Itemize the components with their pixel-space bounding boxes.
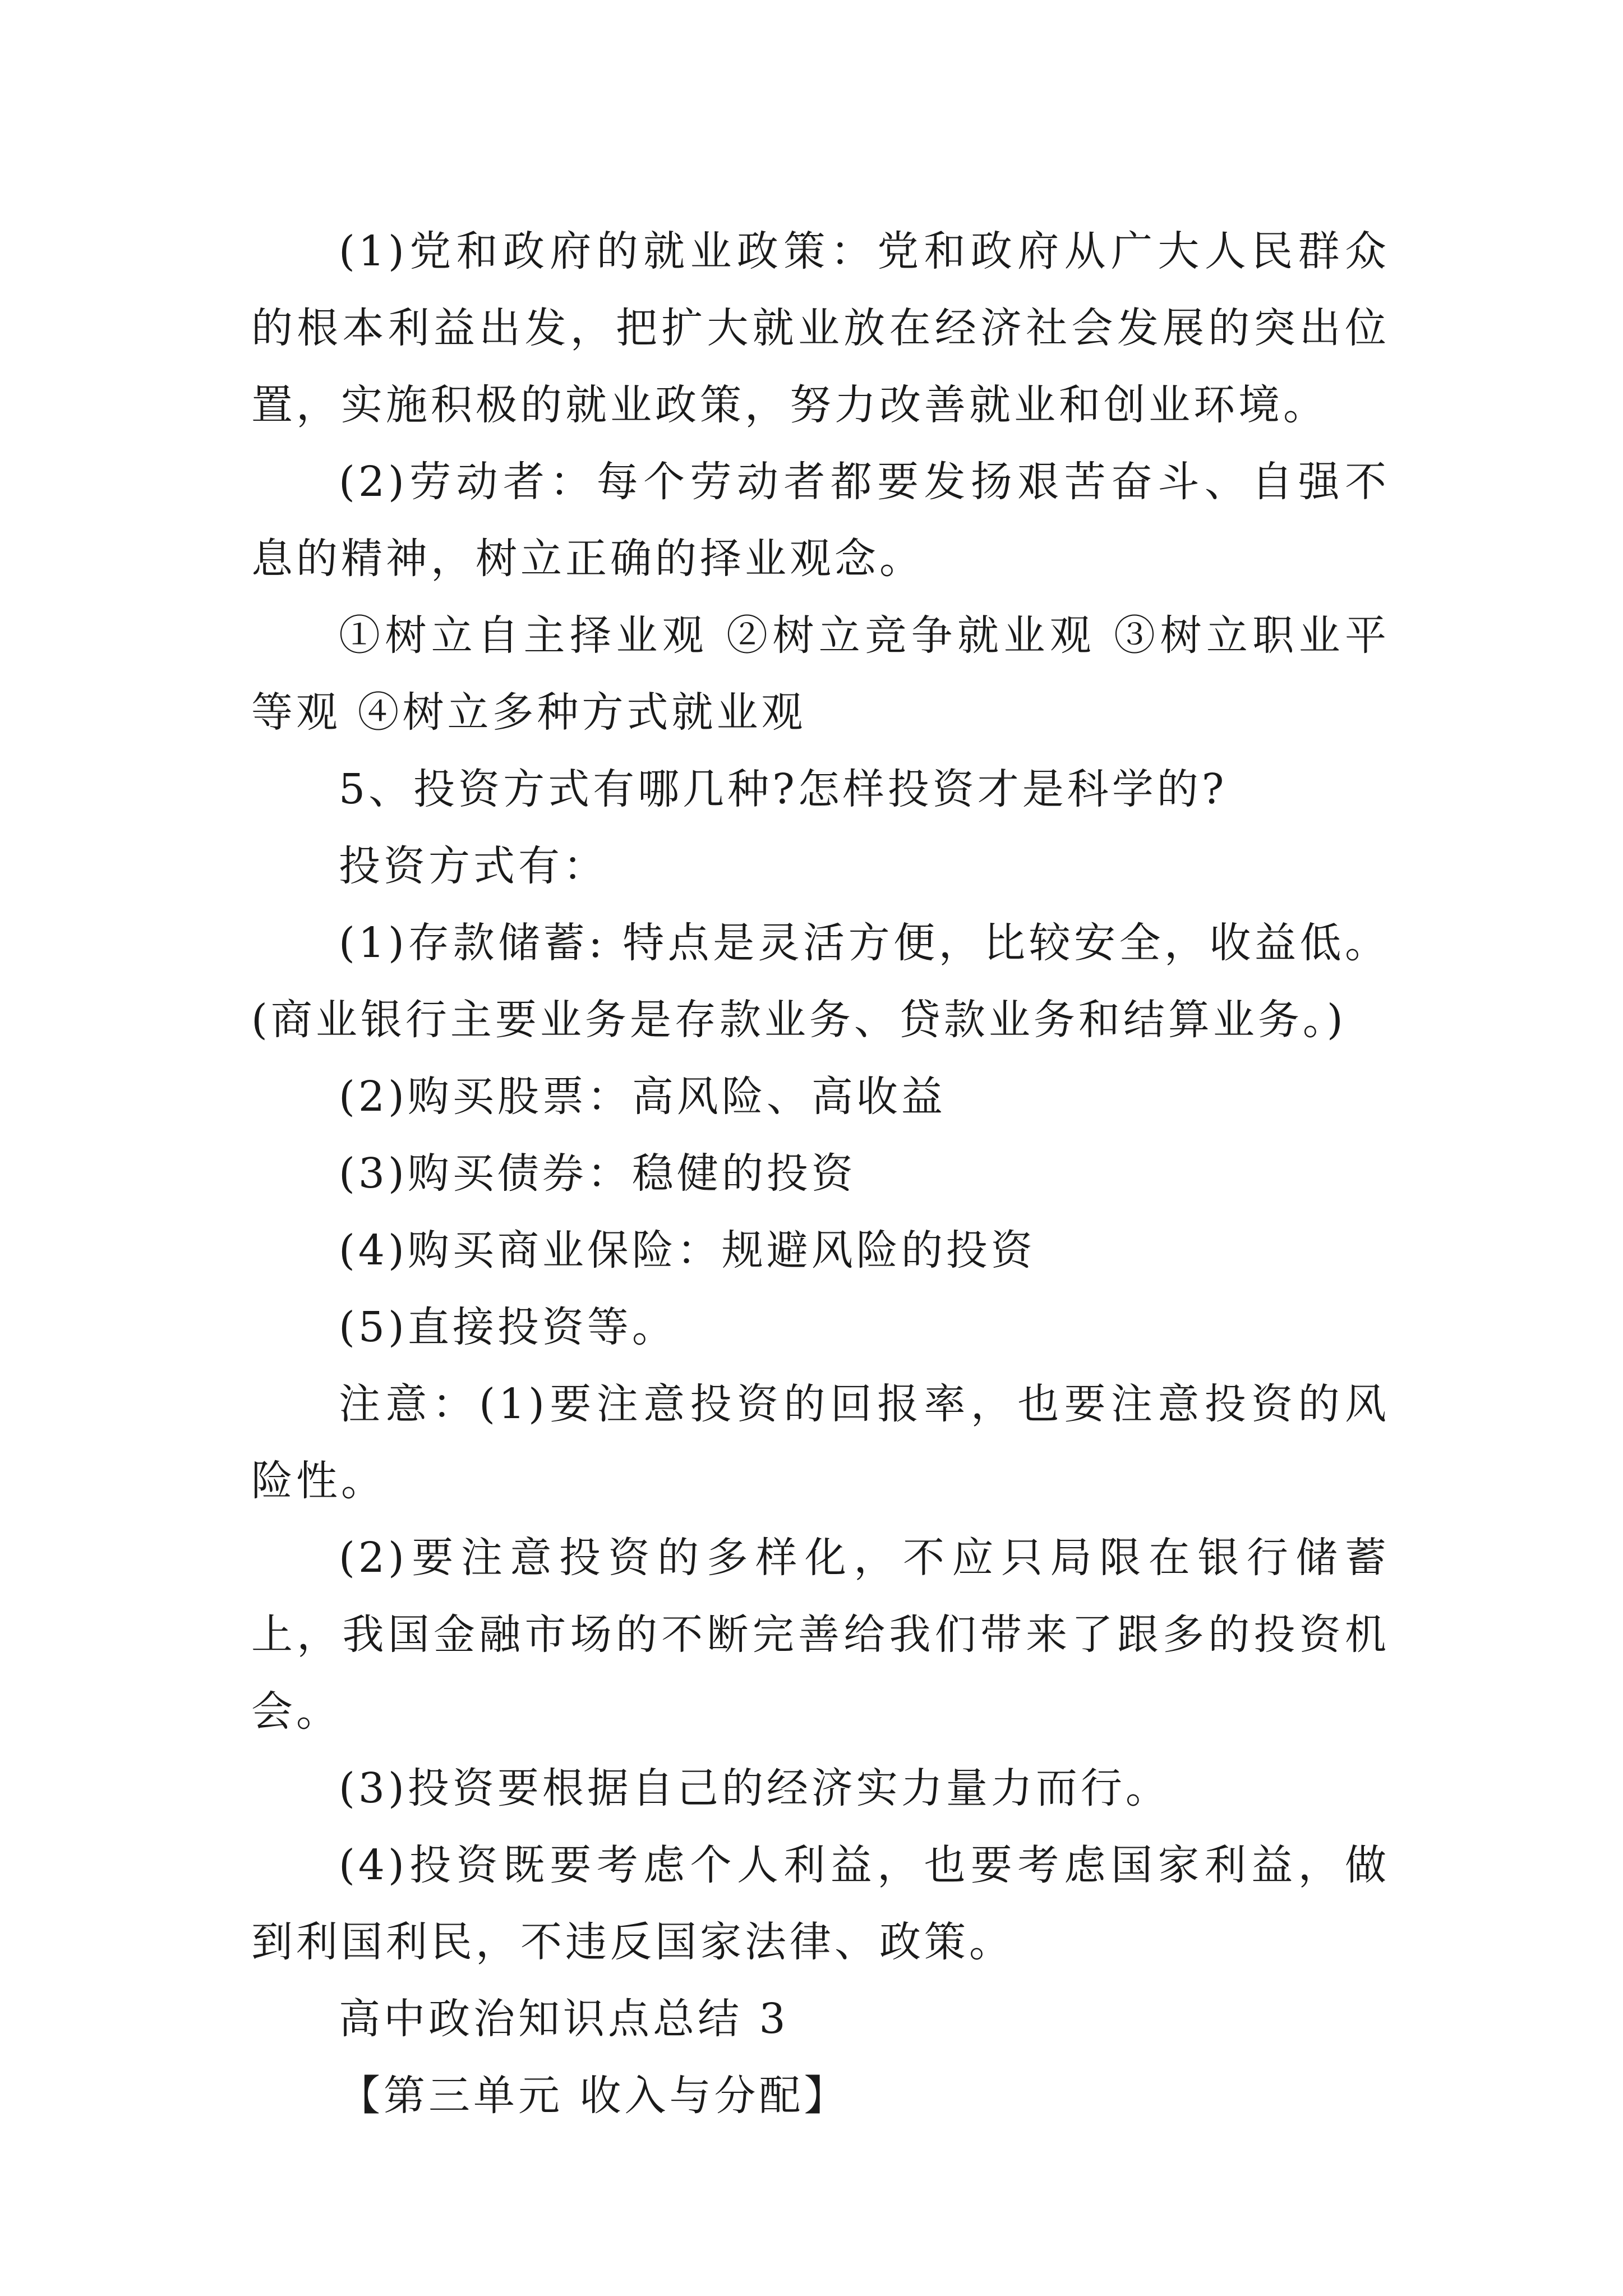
- question-heading: 5、投资方式有哪几种?怎样投资才是科学的?: [339, 765, 1228, 813]
- list-item-savings: (1)存款储蓄: 特点是灵活方便，比较安全，收益低。(商业银行主要业务是存款业务、贷款业务和结算业务。): [251, 919, 1390, 1044]
- note-return-risk: 注意：(1)要注意投资的回报率，也要注意投资的风险性。: [251, 1380, 1390, 1505]
- list-item-bonds: (3)购买债券：稳健的投资: [339, 1149, 856, 1198]
- document-body: [251, 213, 1390, 2134]
- unit-heading: 【第三单元 收入与分配】: [339, 2072, 849, 2120]
- list-item-stocks: (2)购买股票：高风险、高收益: [339, 1073, 946, 1121]
- list-item-insurance: (4)购买商业保险：规避风险的投资: [339, 1226, 1036, 1274]
- paragraph-workers: (2)劳动者：每个劳动者都要发扬艰苦奋斗、自强不息的精神，树立正确的择业观念。: [251, 458, 1390, 583]
- section-title: 高中政治知识点总结 3: [339, 1995, 789, 2043]
- paragraph-investment-intro: 投资方式有：: [339, 842, 608, 890]
- note-diversification: (2)要注意投资的多样化，不应只局限在银行储蓄上，我国金融市场的不断完善给我们带来了跟多的投资机会。: [251, 1534, 1390, 1736]
- list-item-direct-investment: (5)直接投资等。: [339, 1303, 677, 1351]
- note-interests: (4)投资既要考虑个人利益，也要考虑国家利益，做到利国利民，不违反国家法律、政策。: [251, 1841, 1390, 1966]
- paragraph-employment-policy: (1)党和政府的就业政策：党和政府从广大人民群众的根本利益出发，把扩大就业放在经济社会发展的突出位置，实施积极的就业政策，努力改善就业和创业环境。: [251, 227, 1390, 429]
- paragraph-career-views: ①树立自主择业观 ②树立竞争就业观 ③树立职业平等观 ④树立多种方式就业观: [251, 611, 1390, 737]
- note-capacity: (3)投资要根据自己的经济实力量力而行。: [339, 1764, 1170, 1812]
